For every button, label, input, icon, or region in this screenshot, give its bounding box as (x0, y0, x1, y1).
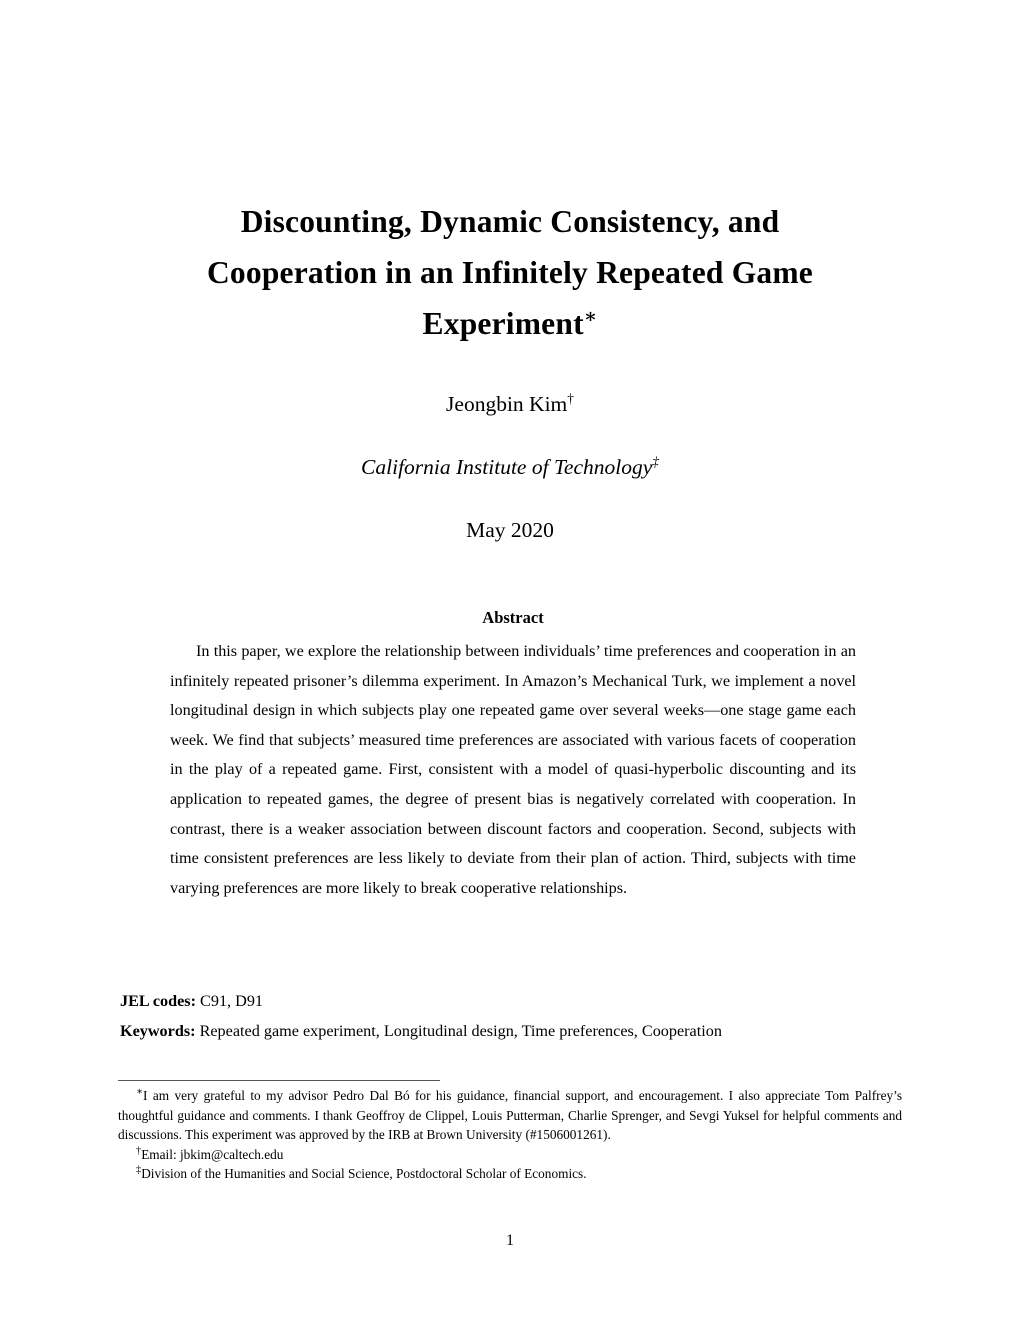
affiliation-text: California Institute of Technology (361, 455, 653, 479)
footnote-star-text: I am very grateful to my advisor Pedro Dal Bó for his guidance, financial support, and encouragement. I also appreciate Tom Palfrey’s thoughtful guidance and comments. I thank Geoffroy de Clippel, Louis Putterman, Charlie Sprenger, and Sevgi Yuksel for helpful comments and discussions. This experiment was approved by the IRB at Brown University (#1506001261). (118, 1088, 902, 1143)
footnote-separator-rule (118, 1080, 440, 1081)
footnote-dagger-marker: † (136, 1145, 142, 1157)
title-line-1: Discounting, Dynamic Consistency, and (240, 204, 780, 239)
keywords-line (120, 1017, 902, 1047)
page-number: 1 (506, 1232, 514, 1249)
title-line-2: Cooperation in an Infinitely Repeated Game (206, 255, 813, 290)
title-footnote-marker: ∗ (583, 306, 598, 328)
author-text: Jeongbin Kim (446, 392, 568, 416)
footnote-dagger (118, 1145, 902, 1165)
author-footnote-marker: † (567, 390, 574, 406)
jel-codes-line (120, 987, 902, 1017)
jel-codes-label: JEL codes: (120, 992, 196, 1010)
footnote-dagger-text: Email: jbkim@caltech.edu (141, 1146, 284, 1162)
footnote-star-marker: ∗ (136, 1086, 144, 1098)
author-affiliation (110, 455, 910, 480)
jel-codes-value: C91, D91 (200, 992, 264, 1010)
footnote-block (118, 1086, 902, 1184)
author-name (110, 392, 910, 417)
footnote-star (118, 1086, 902, 1145)
title-line-3 (110, 298, 910, 349)
affiliation-footnote-marker: ‡ (652, 453, 659, 469)
footnote-ddagger-marker: ‡ (136, 1164, 142, 1176)
paper-metadata (120, 987, 902, 1046)
publication-date: May 2020 (466, 518, 554, 542)
footnote-ddagger-text: Division of the Humanities and Social Science, Postdoctoral Scholar of Economics. (141, 1166, 587, 1182)
footnote-ddagger (118, 1164, 902, 1184)
page-title (110, 196, 910, 349)
keywords-label: Keywords: (120, 1021, 196, 1040)
keywords-value: Repeated game experiment, Longitudinal design, Time preferences, Cooperation (199, 1021, 722, 1040)
title-line-3-text: Experiment (422, 306, 584, 341)
abstract-heading: Abstract (482, 608, 544, 627)
abstract-body: In this paper, we explore the relationship between individuals’ time preferences and cooperation in an infinitely repeated prisoner’s dilemma experiment. In Amazon’s Mechanical Turk, we implement a novel longitudinal design in which subjects play one repeated game over several weeks—one stage game each week. We find that subjects’ measured time preferences are associated with various facets of cooperation in the play of a repeated game. First, consistent with a model of quasi-hyperbolic discounting and its application to repeated games, the degree of present bias is negatively correlated with cooperation. In contrast, there is a weaker association between discount factors and cooperation. Second, subjects with time consistent preferences are less likely to deviate from their plan of action. Third, subjects with time varying preferences are more likely to break cooperative relationships. (170, 642, 856, 897)
